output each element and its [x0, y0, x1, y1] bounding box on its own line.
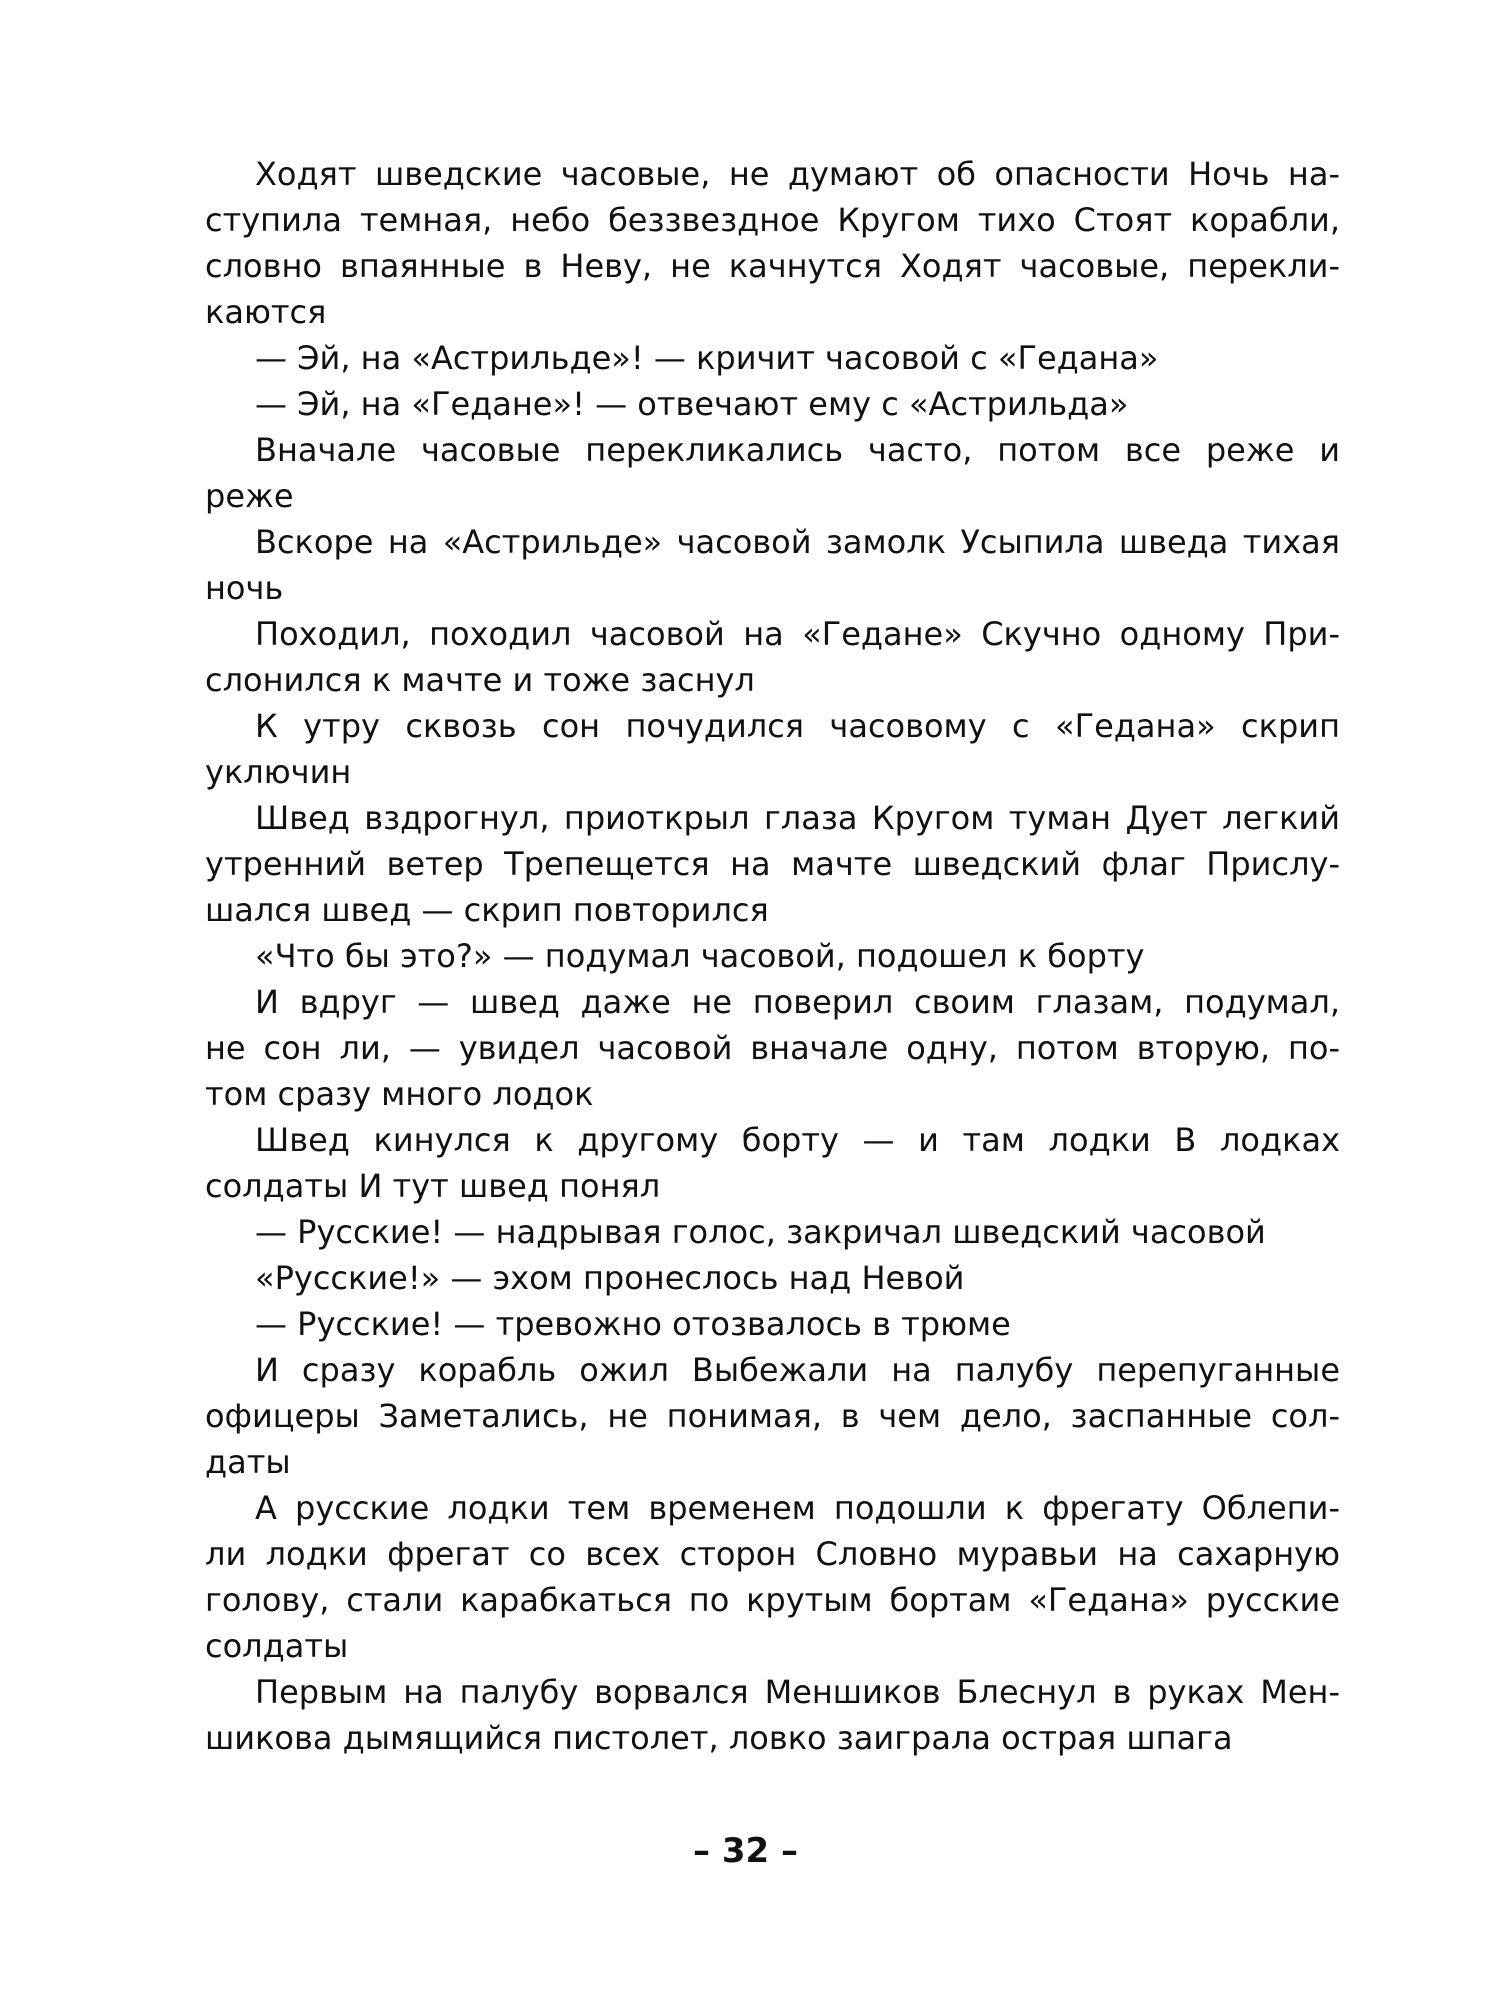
text-line: шикова дымящийся пистолет, ловко заиграла острая шпага — [205, 1719, 1233, 1757]
text-line: утренний ветер Трепещется на мачте шведский флаг Прислу- — [205, 845, 1340, 883]
text-line: — Русские! — надрывая голос, закричал шведский часовой — [255, 1213, 1266, 1251]
text-line: К утру сквозь сон почудился часовому с «Гедана» скрип — [255, 707, 1340, 745]
text-line: каются — [205, 293, 327, 331]
text-line: Ходят шведские часовые, не думают об опасности Ночь на- — [255, 155, 1340, 193]
text-line: шался швед — скрип повторился — [205, 891, 769, 929]
text-line: Походил, походил часовой на «Гедане» Скучно одному При- — [255, 615, 1340, 653]
text-line: солдаты И тут швед понял — [205, 1167, 661, 1205]
text-line: ли лодки фрегат со всех сторон Словно муравьи на сахарную — [205, 1535, 1340, 1573]
text-line: не сон ли, — увидел часовой вначале одну, потом вторую, по- — [205, 1029, 1340, 1067]
page-number: – 32 – — [693, 1831, 798, 1871]
text-line: — Русские! — тревожно отозвалось в трюме — [255, 1305, 1011, 1343]
text-line: реже — [205, 477, 294, 515]
text-line: «Что бы это?» — подумал часовой, подошел к борту — [255, 937, 1145, 975]
text-line: даты — [205, 1443, 291, 1481]
text-line: Швед вздрогнул, приоткрыл глаза Кругом туман Дует легкий — [255, 799, 1340, 837]
text-line: Вскоре на «Астрильде» часовой замолк Усыпила шведа тихая — [255, 523, 1340, 561]
text-line: том сразу много лодок — [205, 1075, 594, 1113]
text-line: А русские лодки тем временем подошли к фрегату Облепи- — [255, 1489, 1340, 1527]
text-line: — Эй, на «Гедане»! — отвечают ему с «Астрильда» — [255, 385, 1129, 423]
text-line: уключин — [205, 753, 352, 791]
text-line: Первым на палубу ворвался Меншиков Блеснул в руках Мен- — [255, 1673, 1340, 1711]
text-line: офицеры Заметались, не понимая, в чем дело, заспанные сол- — [205, 1397, 1340, 1435]
text-line: голову, стали карабкаться по крутым бортам «Гедана» русские — [205, 1581, 1340, 1619]
text-line: Швед кинулся к другому борту — и там лодки В лодках — [255, 1121, 1340, 1159]
text-line: И вдруг — швед даже не поверил своим глазам, подумал, — [255, 983, 1340, 1021]
text-line: ступила темная, небо беззвездное Кругом тихо Стоят корабли, — [205, 201, 1340, 239]
text-line: словно впаянные в Неву, не качнутся Ходят часовые, перекли- — [205, 247, 1340, 285]
body-text — [205, 151, 1340, 1761]
text-line: солдаты — [205, 1627, 349, 1665]
text-line: Вначале часовые перекликались часто, потом все реже и — [255, 431, 1340, 469]
text-line: слонился к мачте и тоже заснул — [205, 661, 755, 699]
text-line: ночь — [205, 569, 284, 607]
text-line: «Русские!» — эхом пронеслось над Невой — [255, 1259, 965, 1297]
text-line: И сразу корабль ожил Выбежали на палубу перепуганные — [255, 1351, 1340, 1389]
text-line: — Эй, на «Астрильде»! — кричит часовой с «Гедана» — [255, 339, 1159, 377]
